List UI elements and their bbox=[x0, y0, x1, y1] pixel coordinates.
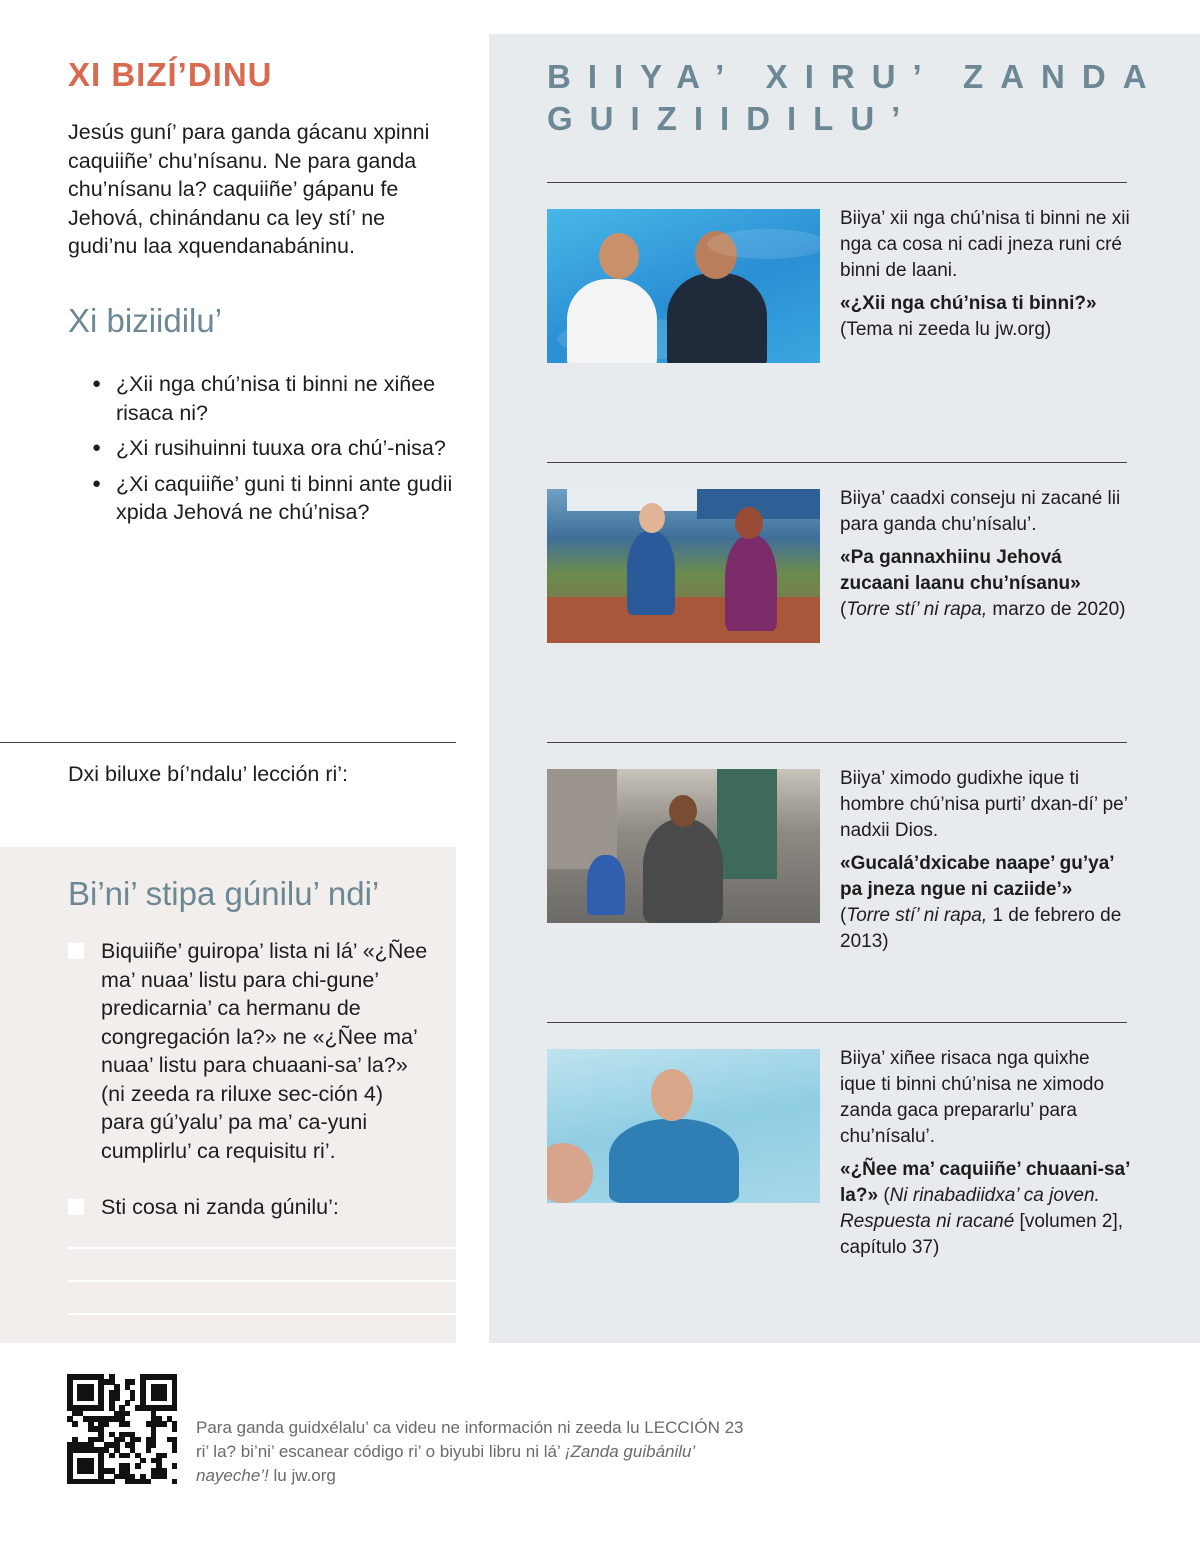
review-question: ● ¿Xi caquiiñe’ guni ti binni ante gudii xpida Jehová ne chú’nisa? bbox=[92, 470, 454, 527]
figure bbox=[609, 1119, 739, 1203]
figure-head bbox=[735, 507, 763, 539]
figure-head bbox=[547, 1143, 593, 1203]
goals-panel bbox=[0, 847, 456, 1343]
figure bbox=[587, 855, 625, 915]
figure bbox=[667, 273, 767, 363]
resource-link[interactable]: «¿Ñee ma’ caquiiñe’ chuaani-sa’ la?» bbox=[840, 1159, 1130, 1206]
resource-description: Biiya’ xii nga chú’nisa ti binni ne xii nga ca cosa ni cadi jneza runi cré binni de laani. bbox=[840, 208, 1130, 281]
divider bbox=[547, 462, 1127, 463]
review-heading: Xi biziidilu’ bbox=[68, 302, 223, 339]
baptism-photo bbox=[547, 209, 820, 363]
pool-photo bbox=[547, 1049, 820, 1203]
building bbox=[717, 769, 777, 879]
divider bbox=[547, 182, 1127, 183]
goal-item bbox=[68, 1193, 428, 1222]
review-question: ● ¿Xi rusihuinni tuuxa ora chú’-nisa? bbox=[92, 434, 454, 463]
market-photo bbox=[547, 489, 820, 643]
resource-citation: «¿Ñee ma’ caquiiñe’ chuaani-sa’ la?» (Ni rinabadiidxa’ ca joven. Respuesta ni racané [volumen 2], capítulo 37) bbox=[840, 1159, 1130, 1258]
resource-description: Biiya’ caadxi conseju ni zacané lii para ganda chu’nísalu’. bbox=[840, 488, 1121, 535]
section-kicker: XI BIZÍ’DINU bbox=[68, 56, 273, 93]
figure bbox=[725, 535, 777, 631]
goal-checkbox[interactable] bbox=[68, 943, 84, 959]
resource-text bbox=[840, 1046, 1130, 1261]
goal-item bbox=[68, 937, 428, 1165]
review-question: ● ¿Xii nga chú’nisa ti binni ne xiñee risaca ni? bbox=[92, 370, 454, 427]
figure-head bbox=[695, 231, 737, 279]
resources-panel bbox=[489, 34, 1200, 1343]
figure-head bbox=[669, 795, 697, 827]
resource-description: Biiya’ ximodo gudixhe ique ti hombre chú’nisa purti’ dxan-dí’ pe’ nadxii Dios. bbox=[840, 768, 1128, 841]
resource-text bbox=[840, 486, 1130, 623]
resource-link[interactable]: «Gucalá’dxicabe naape’ gu’ya’ pa jneza ngue ni caziide’» bbox=[840, 853, 1114, 900]
street-photo bbox=[547, 769, 820, 923]
divider bbox=[0, 742, 456, 743]
footer-note: Para ganda guidxélalu’ ca videu ne información ni zeeda lu LECCIÓN 23 ri’ la? bi’ni’ escanear código ri’ o biyubi libru ni lá’ ¡Zanda guibánilu’ nayeche’! lu jw.org bbox=[196, 1418, 744, 1485]
divider bbox=[547, 1022, 1127, 1023]
goal-checkbox[interactable] bbox=[68, 1199, 84, 1215]
goal-text: Sti cosa ni zanda gúnilu’: bbox=[101, 1195, 339, 1219]
resource-source: (Torre stí’ ni rapa, 1 de febrero de 2013) bbox=[840, 905, 1122, 952]
writing-line[interactable] bbox=[68, 1247, 456, 1249]
building bbox=[547, 769, 617, 869]
resource-link[interactable]: «Pa gannaxhiinu Jehová zucaani laanu chu’nísanu» bbox=[840, 547, 1081, 594]
resource-source: (Torre stí’ ni rapa, marzo de 2020) bbox=[840, 599, 1126, 620]
goal-text: Biquiiñe’ guiropa’ lista ni lá’ «¿Ñee ma’ nuaa’ listu para chi-gune’ predicarnia’ ca hermanu de congregación la?» ne «¿Ñee ma’ nuaa’ listu para chuaani-sa’ la?» (ni zeeda ra riluxe sec-ción 4) para gú’yalu’ pa ma’ ca-yuni cumplirlu’ ca requisitu ri’. bbox=[101, 939, 428, 1163]
resource-text bbox=[840, 766, 1130, 955]
qr-code[interactable] bbox=[67, 1374, 177, 1484]
resource-description: Biiya’ xiñee risaca nga quixhe ique ti binni chú’nisa ne ximodo zanda gaca prepararlu’ para chu’nísalu’. bbox=[840, 1048, 1105, 1147]
resources-heading: BIIYA’ XIRU’ ZANDA GUIZIIDILU’ bbox=[547, 58, 1163, 137]
writing-line[interactable] bbox=[68, 1313, 456, 1315]
resource-text bbox=[840, 206, 1130, 343]
figure bbox=[627, 531, 675, 615]
figure bbox=[567, 279, 657, 363]
goals-heading: Bi’ni’ stipa gúnilu’ ndi’ bbox=[68, 875, 380, 912]
figure-head bbox=[651, 1069, 693, 1121]
lesson-summary: Jesús guní’ para ganda gácanu xpinni caquiiñe’ chu’nísanu. Ne para ganda chu’nísanu la? caquiiñe’ gápanu fe Jehová, chinándanu ca ley stí’ ne gudi’nu laa xquendanabáninu. bbox=[68, 120, 430, 258]
figure-head bbox=[599, 233, 639, 279]
resource-source: (Tema ni zeeda lu jw.org) bbox=[840, 319, 1052, 340]
writing-line[interactable] bbox=[68, 1280, 456, 1282]
completion-prompt: Dxi biluxe bí’ndalu’ lección ri’: bbox=[68, 762, 349, 786]
produce-table bbox=[547, 597, 820, 643]
figure bbox=[643, 819, 723, 923]
resource-link[interactable]: «¿Xii nga chú’nisa ti binni?» bbox=[840, 293, 1097, 314]
figure-head bbox=[639, 503, 665, 533]
review-questions bbox=[92, 370, 454, 534]
divider bbox=[547, 742, 1127, 743]
